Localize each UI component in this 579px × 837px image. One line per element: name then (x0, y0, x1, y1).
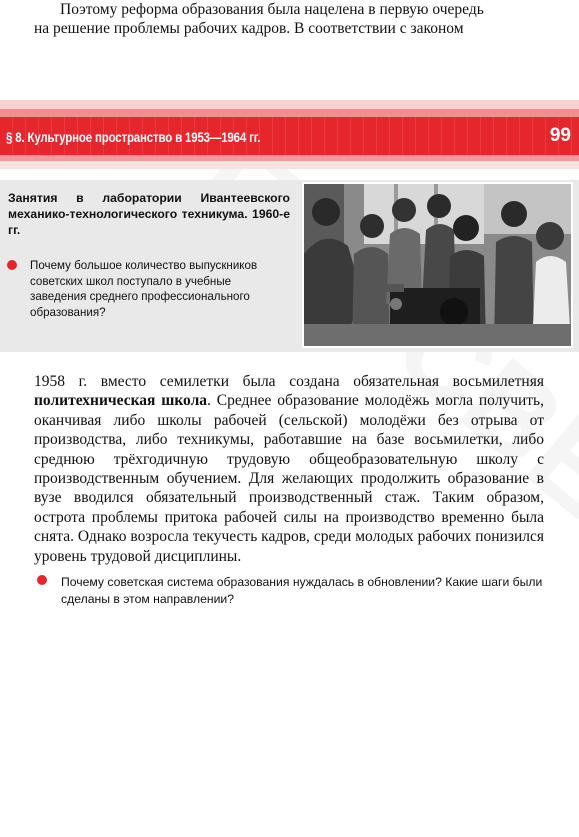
top-line-2: на решение проблемы рабочих кадров. В соответствии с законом (34, 20, 464, 37)
header-stripe (0, 109, 579, 117)
body-text-start: 1958 г. вместо семилетки была создана обязательная восьмилетняя (34, 373, 544, 390)
review-question: Почему советская система образования нуждалась в обновлении? Какие шаги были сделаны в этом направлении? (61, 575, 543, 606)
body-text-rest: . Среднее образование молодёжь могла получить, оканчивая либо школы рабочей (сельской) молодёжи без отрыва от производства, либо техникумы, работавшие на базе восьмилетки, либо среднюю трёхгодичную трудовую общеобразовательную школу с производственным обучением. Для желающих продолжить образование в вузе вводился обязательный производственный стаж. Таким образом, острота проблемы притока рабочей силы на производство временно была снята. Однако возросла текучесть кадров, среди молодых рабочих понизился уровень трудовой дисциплины. (34, 392, 544, 565)
section-title: § 8. Культурное пространство в 1953—1964 гг. (6, 129, 261, 145)
red-bullet-icon (7, 260, 17, 270)
body-bold-term: политехническая школа (34, 392, 208, 410)
top-line-1: Поэтому реформа образования была нацелена в первую очередь (60, 1, 484, 18)
header-stripe (0, 161, 579, 169)
lab-photo-illustration (304, 184, 571, 346)
photo-question: Почему большое количество выпускников советских школ поступало в учебные заведения среднего профессионального образования? (30, 259, 258, 319)
section-header-band (0, 100, 579, 169)
header-stripe (0, 100, 579, 109)
body-paragraph (34, 372, 544, 566)
red-bullet-icon (37, 575, 47, 585)
photo-caption: Занятия в лаборатории Ивантеевского механико-технологического техникума. 1960-е гг. (8, 191, 290, 237)
page-number: 99 (549, 125, 571, 146)
top-paragraph (34, 0, 544, 38)
historical-photo (302, 182, 573, 348)
